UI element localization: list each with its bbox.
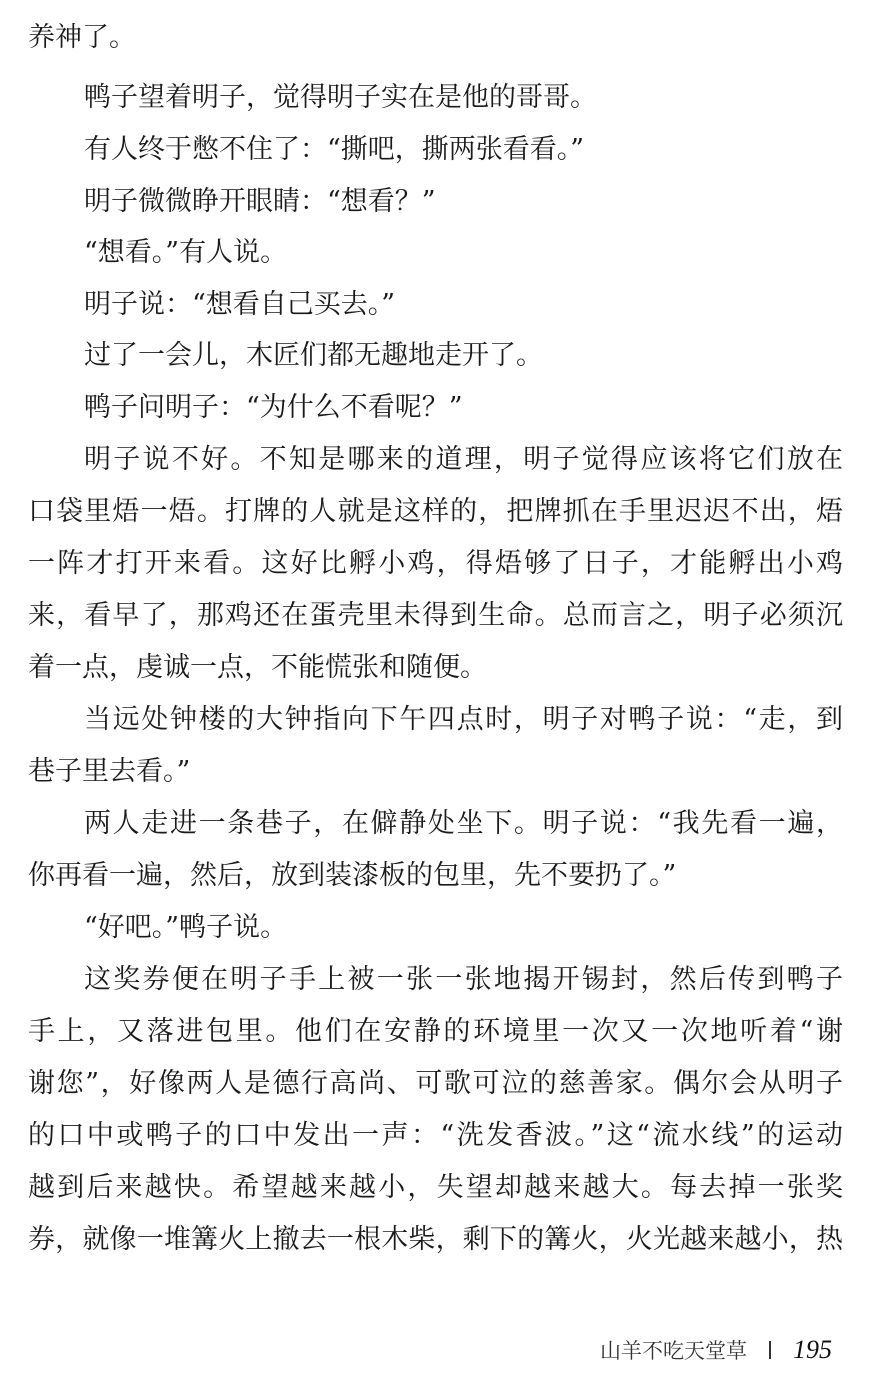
text-line: 的口中或鸭子的口中发出一声：“洗发香波。”这“流水线”的运动 xyxy=(28,1120,843,1151)
text-line: 巷子里去看。” xyxy=(28,756,191,787)
text-line: 一阵才打开来看。这好比孵小鸡，得焐够了日子，才能孵出小鸡 xyxy=(28,548,843,579)
text-line: 明子说不好。不知是哪来的道理，明子觉得应该将它们放在 xyxy=(84,444,843,475)
text-line: 当远处钟楼的大钟指向下午四点时，明子对鸭子说：“走，到 xyxy=(84,704,843,735)
page-footer xyxy=(600,1332,832,1368)
text-line: 明子微微睁开眼睛：“想看？” xyxy=(84,186,436,217)
text-line: 口袋里焐一焐。打牌的人就是这样的，把牌抓在手里迟迟不出，焐 xyxy=(28,496,843,527)
page-number: 195 xyxy=(793,1335,832,1364)
text-line: 两人走进一条巷子，在僻静处坐下。明子说：“我先看一遍， xyxy=(84,808,843,839)
text-line: 越到后来越快。希望越来越小，失望却越来越大。每去掉一张奖 xyxy=(28,1172,843,1203)
text-line: 过了一会儿，木匠们都无趣地走开了。 xyxy=(84,340,543,371)
text-line: “想看。”有人说。 xyxy=(84,237,288,268)
text-line: “好吧。”鸭子说。 xyxy=(84,912,288,943)
text-line: 谢您”，好像两人是德行高尚、可歌可泣的慈善家。偶尔会从明子 xyxy=(28,1068,843,1099)
text-line: 你再看一遍，然后，放到装漆板的包里，先不要扔了。” xyxy=(28,860,677,891)
text-line: 鸭子问明子：“为什么不看呢？” xyxy=(84,392,463,423)
text-line: 养神了。 xyxy=(28,22,136,53)
text-line: 鸭子望着明子，觉得明子实在是他的哥哥。 xyxy=(84,82,597,113)
footer-divider xyxy=(769,1341,771,1359)
text-line: 有人终于憋不住了：“撕吧，撕两张看看。” xyxy=(84,134,585,165)
text-line: 来，看早了，那鸡还在蛋壳里未得到生命。总而言之，明子必须沉 xyxy=(28,600,843,631)
text-line: 着一点，虔诚一点，不能慌张和随便。 xyxy=(28,652,487,683)
text-line: 券，就像一堆篝火上撤去一根木柴，剩下的篝火，火光越来越小，热 xyxy=(28,1224,843,1255)
text-line: 这奖券便在明子手上被一张一张地揭开锡封，然后传到鸭子 xyxy=(84,964,843,995)
running-footer-book-title: 山羊不吃天堂草 xyxy=(600,1339,747,1363)
text-line: 手上，又落进包里。他们在安静的环境里一次又一次地听着“谢 xyxy=(28,1016,843,1047)
text-line: 明子说：“想看自己买去。” xyxy=(84,289,396,320)
